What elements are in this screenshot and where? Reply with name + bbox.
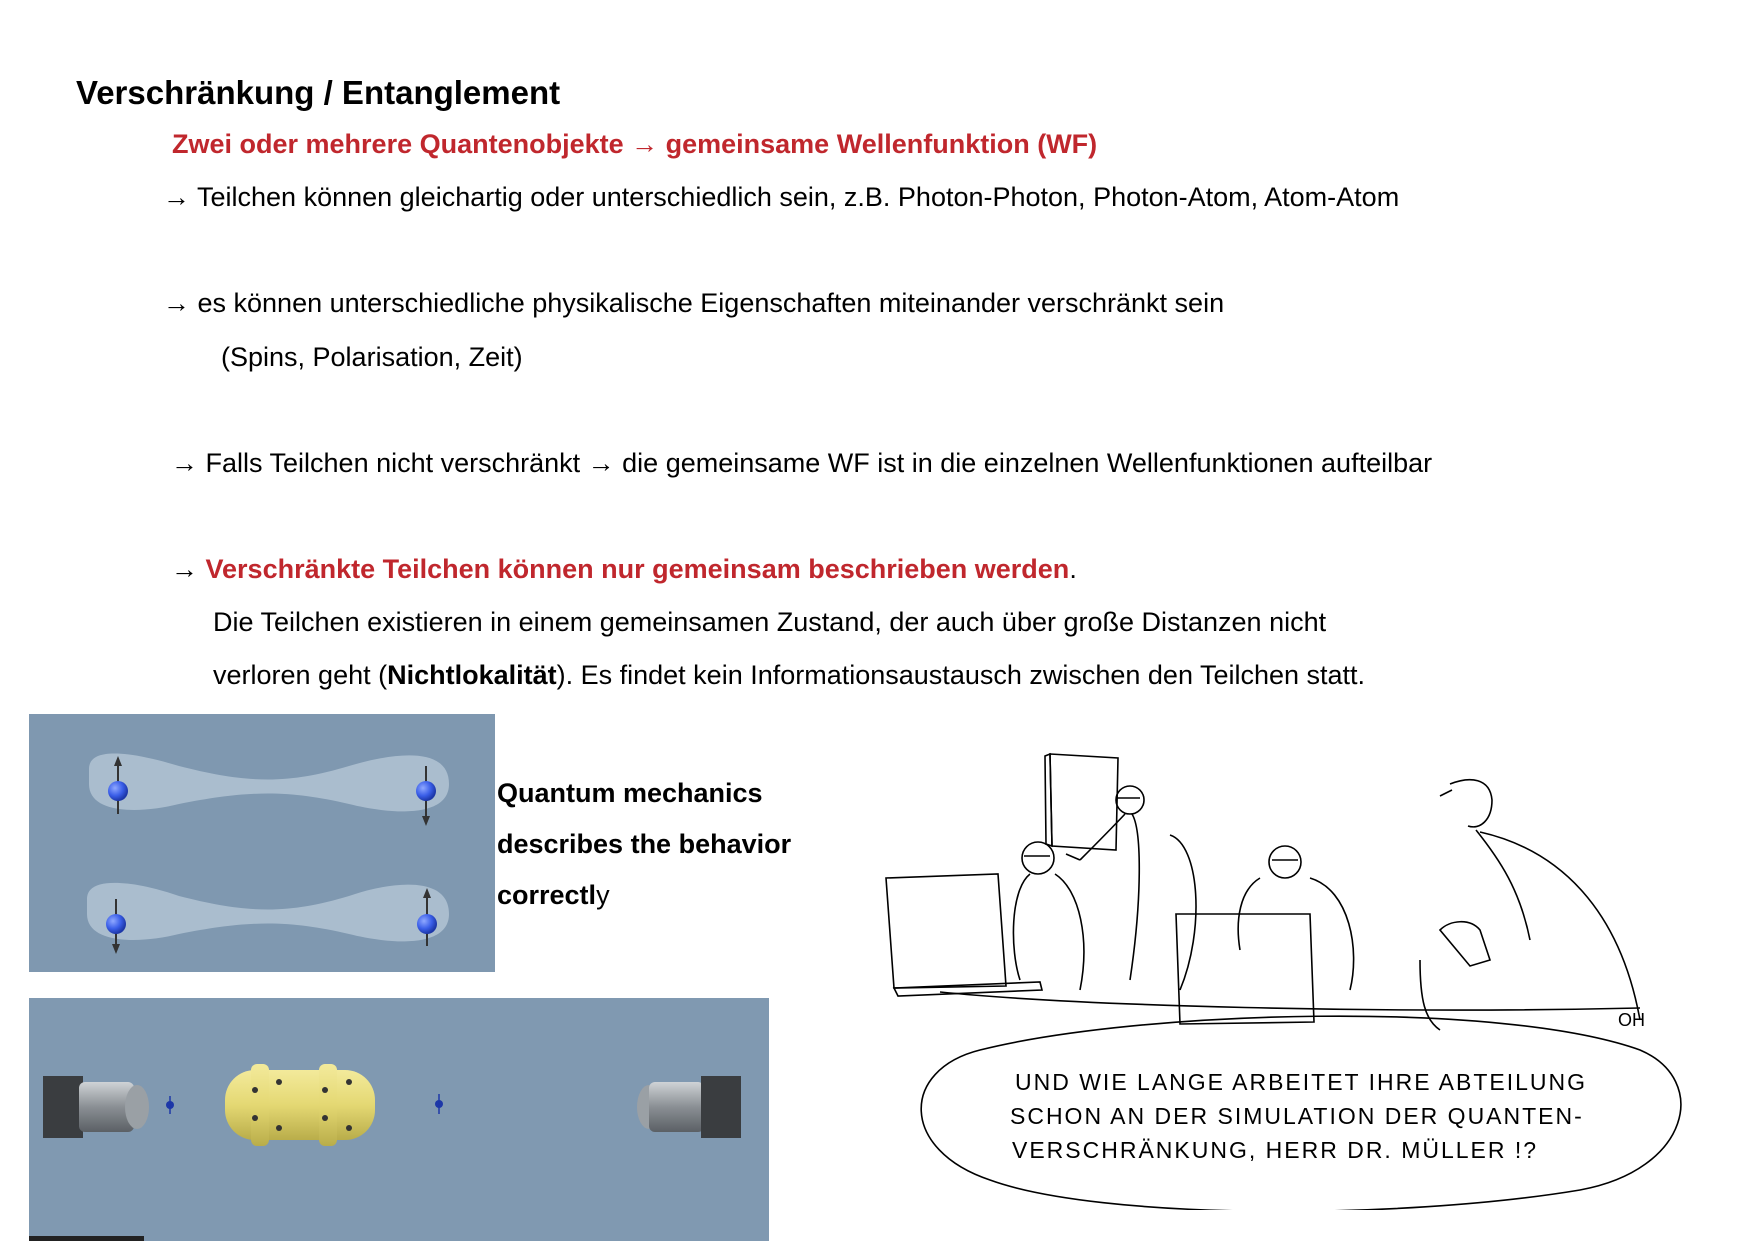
- nonlocality-line: [213, 660, 1365, 691]
- caption-line-2: SCHON AN DER SIMULATION DER QUANTEN-: [1010, 1103, 1584, 1129]
- caption-line-3: VERSCHRÄNKUNG, HERR DR. MÜLLER !?: [1012, 1137, 1539, 1163]
- not-entangled-line: → Falls Teilchen nicht verschränkt → die gemeinsame WF ist in die einzelnen Wellenfunktionen aufteilbar: [171, 448, 1433, 478]
- particles-line: → Teilchen können gleichartig oder unterschiedlich sein, z.B. Photon-Photon, Photon-Atom, Atom-Atom: [163, 182, 1400, 212]
- entangled-statement: Verschränkte Teilchen können nur gemeinsam beschrieben werden: [205, 554, 1070, 584]
- qm-caption-line3: correctly: [497, 880, 610, 910]
- spin-entanglement-image: [29, 714, 495, 972]
- period: .: [1069, 554, 1077, 584]
- cartoon-scientists: [886, 754, 1640, 1030]
- nonlocality-term: Nichtlokalität: [387, 660, 557, 690]
- properties-line: → es können unterschiedliche physikalische Eigenschaften miteinander verschränkt sein: [163, 288, 1225, 318]
- cartoon-illustration: [880, 750, 1700, 1210]
- detector-left: [43, 1076, 149, 1138]
- panel-bottom-bar: [29, 1236, 144, 1241]
- nonlocality-pre: verloren geht (: [213, 660, 388, 690]
- detector-right-body: [649, 1076, 741, 1138]
- particle-right: [435, 1094, 443, 1114]
- entangled-line: [171, 554, 1077, 585]
- caption-line-1: UND WIE LANGE ARBEITET IHRE ABTEILUNG: [1015, 1069, 1588, 1095]
- cartoon-signature: OH: [1618, 1010, 1645, 1030]
- state-line: Die Teilchen existieren in einem gemeinsamen Zustand, der auch über große Distanzen nicht: [213, 607, 1327, 637]
- nonlocality-post: ). Es findet kein Informationsaustausch zwischen den Teilchen statt.: [556, 660, 1366, 690]
- properties-list: (Spins, Polarisation, Zeit): [221, 342, 523, 372]
- intro-red-line: Zwei oder mehrere Quantenobjekte → gemeinsame Wellenfunktion (WF): [172, 129, 1098, 159]
- qm-caption-line2: describes the behavior: [497, 829, 792, 859]
- entanglement-source: [225, 1064, 375, 1146]
- arrow-glyph: →: [171, 554, 206, 584]
- wavefunction-blob-top: [89, 754, 449, 812]
- page-title: Verschränkung / Entanglement: [76, 74, 561, 111]
- particle-left: [166, 1096, 174, 1114]
- experiment-setup-image: [29, 998, 769, 1241]
- wavefunction-blob-bottom: [87, 883, 449, 942]
- qm-caption-line1: Quantum mechanics: [497, 778, 763, 808]
